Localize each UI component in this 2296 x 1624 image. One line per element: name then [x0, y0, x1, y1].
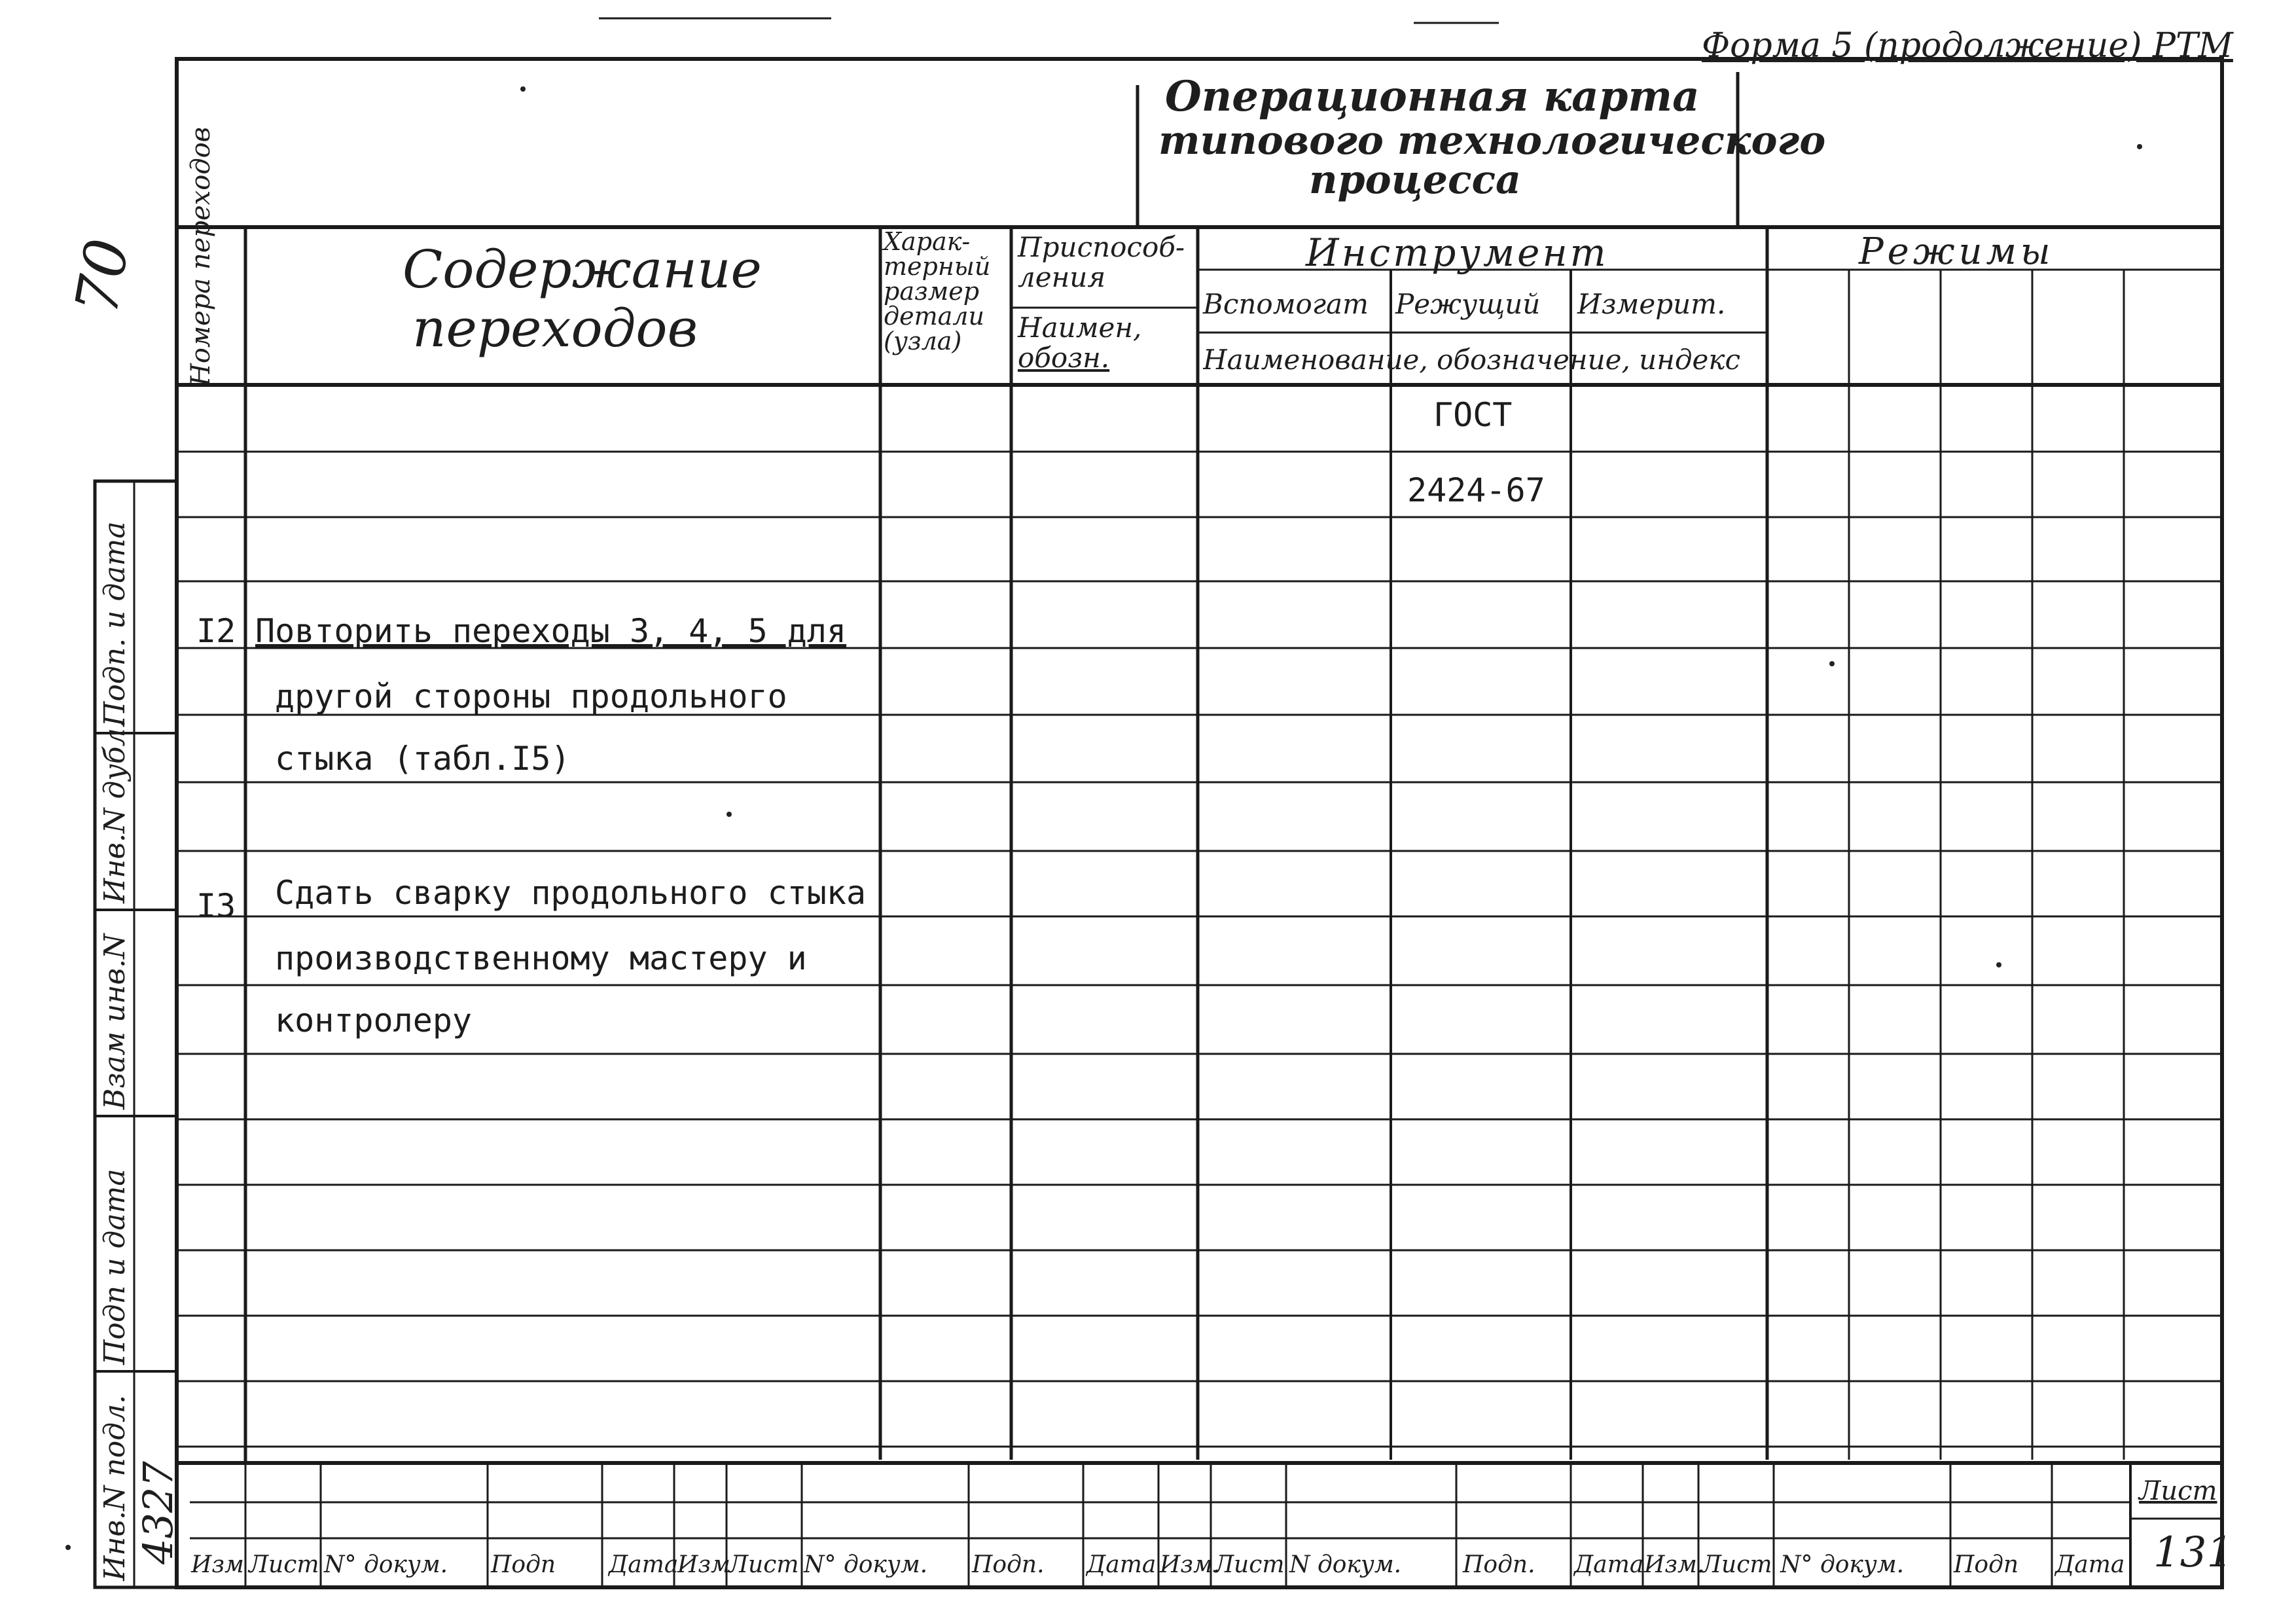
size-line-1: Харак- — [884, 227, 971, 256]
row-10-content: контролеру — [275, 1001, 473, 1039]
footer-label-2: Лист — [249, 1551, 319, 1578]
header-title-line-2: типового технологического — [1158, 118, 1826, 164]
row-4-no: I2 — [196, 612, 236, 650]
footer-label-10: Дата — [1086, 1551, 1157, 1578]
column-header-tool-aux: Вспомогат — [1203, 288, 1369, 320]
fixtures-line-1: Приспособ- — [1018, 231, 1185, 263]
footer-label-17: Лист — [1702, 1551, 1772, 1578]
header-title-line-1: Операционная карта — [1165, 72, 1700, 121]
form-note: Форма 5 (продолжение) РТМ — [1702, 26, 2233, 65]
column-header-tool-cut: Режущий — [1395, 288, 1541, 320]
side-label-replace-inv: Взам инв.N — [98, 933, 132, 1110]
footer-label-7: Лист — [728, 1551, 799, 1578]
margin-mark: 70 — [62, 234, 143, 320]
column-header-content-line-1: Содержание — [403, 239, 762, 300]
row-5-content: другой стороны продольного — [275, 677, 787, 715]
footer-label-5: Дата — [609, 1551, 679, 1578]
footer-label-4: Подп — [491, 1551, 556, 1578]
scan-speck — [2137, 144, 2142, 149]
footer-label-13: N докум. — [1289, 1551, 1402, 1578]
footer-label-6: Изм — [677, 1551, 730, 1578]
fixtures-line-2: ления — [1018, 261, 1106, 293]
scan-speck — [1996, 962, 2001, 967]
footer-label-12: Лист — [1214, 1551, 1285, 1578]
sheet-label: Лист — [2139, 1476, 2217, 1506]
column-header-fixtures — [1018, 232, 1185, 293]
footer-label-9: Подп. — [972, 1551, 1045, 1578]
side-label-sign-date-2: Подп и дата — [98, 1168, 132, 1365]
footer-label-19: Подп — [1954, 1551, 2019, 1578]
fixtures-sub-line-2: обозн. — [1018, 342, 1110, 374]
footer-label-1: Изм — [191, 1551, 244, 1578]
row-1-cut: ГОСТ — [1433, 396, 1513, 434]
sheet-number: 131 — [2153, 1528, 2234, 1577]
side-label-sign-date-1: Подп. и дата — [98, 521, 132, 727]
size-line-3: размер — [884, 277, 980, 306]
column-header-transition-no: Номера переходов — [186, 126, 216, 386]
inventory-number: 4327 — [134, 1461, 182, 1564]
footer-label-20: Дата — [2055, 1551, 2125, 1578]
column-header-content-line-2: переходов — [412, 298, 698, 359]
row-9-content: производственному мастеру и — [275, 939, 807, 977]
side-label-orig-inv: Инв.N подл. — [98, 1394, 132, 1581]
side-label-dup-inv: Инв.N дубл. — [98, 719, 132, 903]
row-6-content: стыка (табл.I5) — [275, 740, 571, 778]
row-8-no: I3 — [196, 887, 236, 925]
footer-label-11: Изм. — [1160, 1551, 1221, 1578]
scan-speck — [1829, 661, 1835, 666]
column-header-tool: Инструмент — [1306, 230, 1609, 275]
row-2-cut: 2424-67 — [1407, 471, 1545, 509]
column-header-modes: Режимы — [1859, 230, 2054, 273]
row-8-content: Сдать сварку продольного стыка — [275, 874, 867, 912]
footer-label-16: Изм. — [1644, 1551, 1705, 1578]
scan-speck — [520, 86, 526, 92]
footer-label-3: N° докум. — [324, 1551, 448, 1578]
size-line-5: (узла) — [884, 327, 962, 355]
scan-speck — [65, 1545, 71, 1550]
column-header-size — [884, 229, 990, 353]
size-line-4: детали — [884, 302, 984, 331]
footer-label-8: N° докум. — [804, 1551, 928, 1578]
row-4-content: Повторить переходы 3, 4, 5 для — [255, 612, 847, 650]
footer-label-15: Дата — [1574, 1551, 1644, 1578]
fixtures-sub-line-1: Наимен, — [1018, 312, 1142, 344]
footer-label-18: N° докум. — [1780, 1551, 1905, 1578]
column-header-tool-name: Наименование, обозначение, индекс — [1203, 344, 1740, 376]
header-title-line-3: процесса — [1309, 157, 1521, 203]
size-line-2: терный — [884, 252, 991, 281]
column-header-tool-meas: Измерит. — [1577, 288, 1726, 320]
scan-speck — [726, 812, 732, 817]
column-header-fixtures-sub — [1018, 313, 1141, 373]
footer-label-14: Подп. — [1463, 1551, 1535, 1578]
